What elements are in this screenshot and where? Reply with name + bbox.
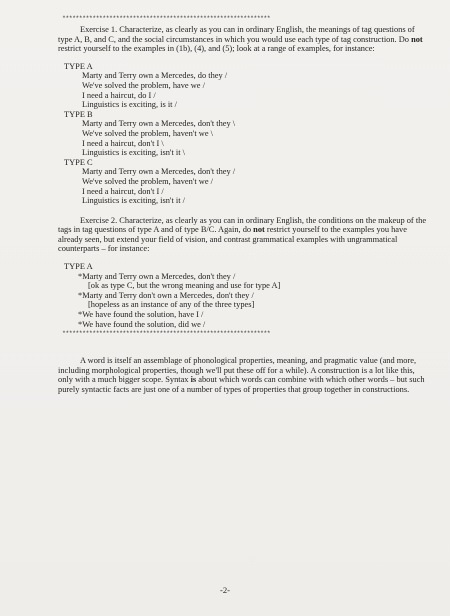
example-line: We've solved the problem, have we /: [82, 80, 205, 90]
type-b-group: [58, 110, 428, 158]
example-note: [hopeless as an instance of any of the three types]: [88, 300, 255, 310]
example-line: *We have found the solution, did we /: [78, 319, 206, 329]
page-number: -2-: [219, 585, 231, 595]
example-note: [ok as type C, but the wrong meaning and use for type A]: [88, 281, 281, 291]
example-line: Linguistics is exciting, isn't it /: [82, 196, 185, 206]
exercise-2-emphasis: not: [253, 225, 265, 235]
closing-text-end: about which words can combine with which other words – but such purely syntactic facts are just one of a number of types of properties that group together in constructions.: [58, 375, 425, 394]
example-line: Marty and Terry own a Mercedes, don't they \: [82, 119, 236, 129]
type-heading: TYPE B: [64, 109, 93, 119]
exercise-1-text-start: Exercise 1. Characterize, as clearly as you can in ordinary English, the meanings of tag questions of type A, B, and C, and the social circumstances in which you would use each type of tag construction. Do: [58, 25, 415, 44]
page-content: [58, 14, 428, 395]
exercise-2-examples: [58, 262, 428, 329]
exercise-1-text-end: restrict yourself to the examples in (1b), (4), and (5); look at a range of examples, for instance:: [58, 44, 375, 54]
example-line: *We have found the solution, have I /: [78, 310, 204, 320]
example-line: I need a haircut, don't I \: [82, 138, 164, 148]
type-heading: TYPE A: [64, 262, 93, 272]
example-line: *Marty and Terry own a Mercedes, don't they /: [78, 271, 236, 281]
exercise-2-paragraph: [58, 216, 428, 254]
type-a-group: [58, 62, 428, 110]
star-divider-bottom: **************************************************************: [62, 330, 271, 338]
example-line: I need a haircut, don't I /: [82, 186, 164, 196]
type-heading: TYPE C: [64, 157, 93, 167]
exercise-1-paragraph: [58, 25, 428, 54]
type-c-group: [58, 158, 428, 206]
star-divider-top: **************************************************************: [62, 15, 271, 22]
example-line: I need a haircut, do I /: [82, 90, 156, 100]
tag-type-list: [58, 62, 428, 206]
type-heading: TYPE A: [64, 61, 93, 71]
example-line: We've solved the problem, haven't we /: [82, 176, 213, 186]
exercise-1-emphasis: not: [411, 34, 423, 44]
example-line: Linguistics is exciting, is it /: [82, 100, 177, 110]
example-line: Marty and Terry own a Mercedes, don't they /: [82, 167, 236, 177]
exercise-2-text-start: Exercise 2. Characterize, as clearly as you can in ordinary English, the conditions on the makeup of the tags in tag questions of type A and of type B/C. Again, do: [58, 215, 427, 235]
closing-emphasis: is: [190, 375, 197, 385]
example-line: *Marty and Terry don't own a Mercedes, don't they /: [78, 290, 254, 300]
closing-text-start: A word is itself an assemblage of phonological properties, meaning, and pragmatic value (and more, including morphological properties, though we'll put these off for a while). A construction is a lot like this, only with a much bigger scope. Syntax: [58, 356, 417, 385]
example-line: Marty and Terry own a Mercedes, do they /: [82, 71, 228, 81]
exercise-2-text-end: restrict yourself to the examples you have already seen, but extend your field of vision, and contrast grammatical examples with ungrammatical counterparts – for instance:: [58, 225, 407, 254]
example-line: We've solved the problem, haven't we \: [82, 128, 213, 138]
example-line: Linguistics is exciting, isn't it \: [82, 148, 185, 158]
closing-paragraph: [58, 356, 428, 394]
